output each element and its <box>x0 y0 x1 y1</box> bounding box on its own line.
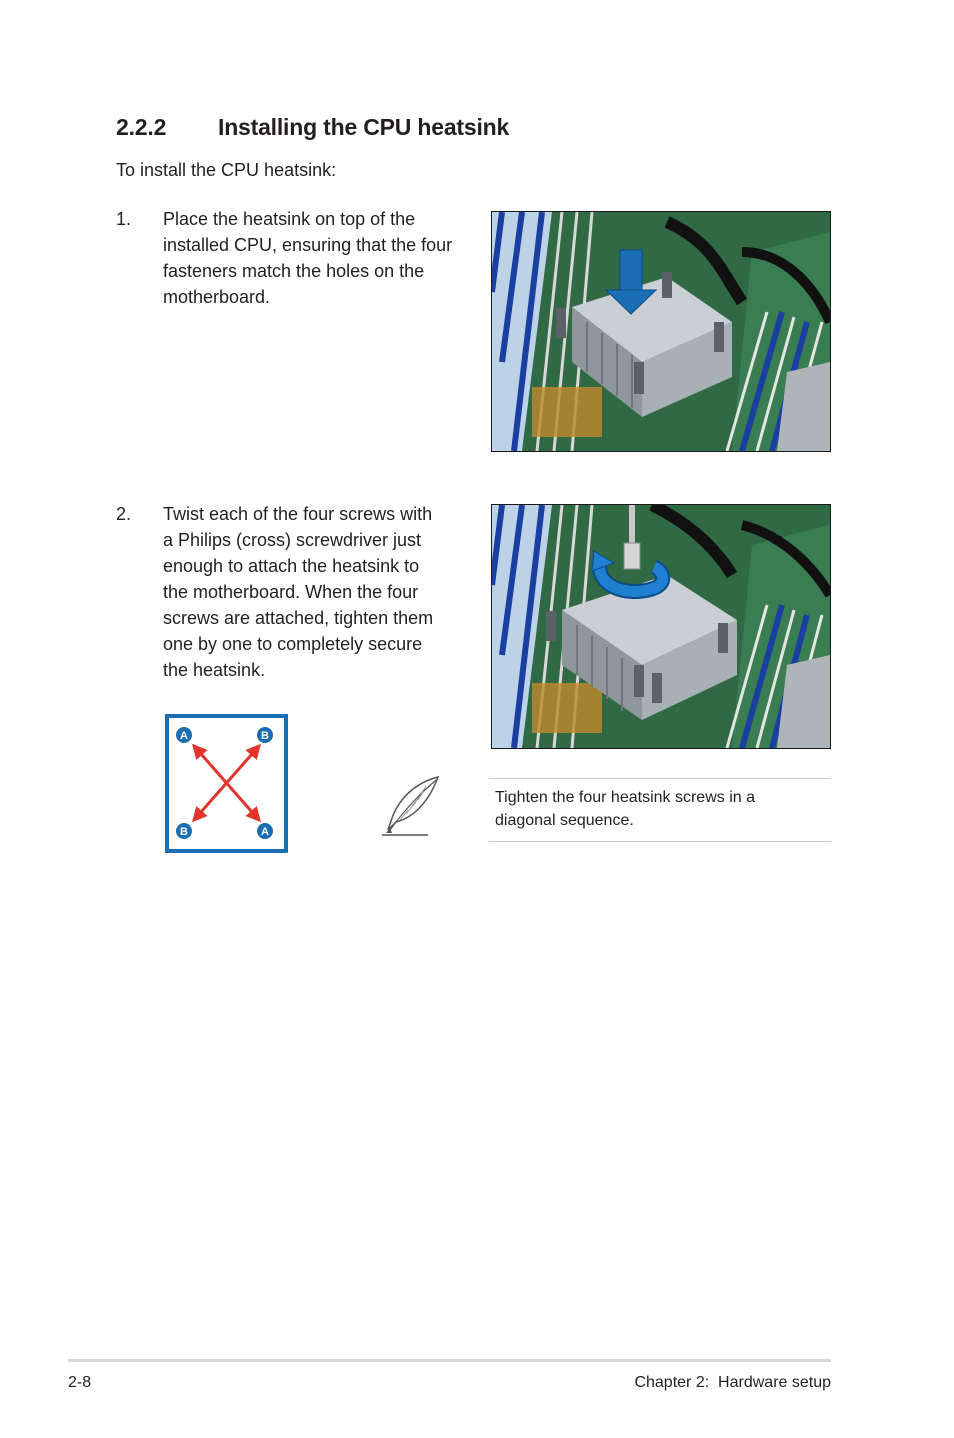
diagram-label-bottom-left: B <box>180 826 188 838</box>
step-line: screws are attached, tighten them <box>163 608 434 628</box>
note-line: Tighten the four heatsink screws in a <box>495 789 755 806</box>
step-text <box>163 206 481 310</box>
section-title: Installing the CPU heatsink <box>218 114 510 140</box>
section-number: 2.2.2 <box>116 114 167 140</box>
section-heading <box>116 114 509 141</box>
note-line: diagonal sequence. <box>495 812 634 829</box>
heatsink-placement-photo <box>491 211 831 452</box>
intro-text: To install the CPU heatsink: <box>116 160 337 180</box>
step-line: fasteners match the holes on the <box>163 261 425 281</box>
step-line: enough to attach the heatsink to <box>163 556 420 576</box>
step-number: 2. <box>116 504 132 524</box>
step-line: a Philips (cross) screwdriver just <box>163 530 422 550</box>
diagram-label-bottom-right: A <box>261 826 269 838</box>
feather-pen-icon <box>378 774 444 838</box>
screwdriver-photo <box>491 504 831 749</box>
note-text <box>495 786 815 832</box>
note-top-rule <box>489 778 831 779</box>
step-text <box>163 501 481 683</box>
footer-rule <box>68 1359 831 1362</box>
step-line: Place the heatsink on top of the <box>163 209 416 229</box>
chapter-title: Chapter 2: Hardware setup <box>634 1374 831 1391</box>
screw-sequence-diagram <box>165 714 288 853</box>
step-number: 1. <box>116 209 132 229</box>
diagram-label-top-left: A <box>180 730 188 742</box>
step-line: the heatsink. <box>163 660 266 680</box>
step-line: the motherboard. When the four <box>163 582 419 602</box>
note-bottom-rule <box>489 841 831 842</box>
step-line: motherboard. <box>163 287 271 307</box>
diagram-label-top-right: B <box>261 730 269 742</box>
step-line: installed CPU, ensuring that the four <box>163 235 453 255</box>
step-line: one by one to completely secure <box>163 634 423 654</box>
page-number: 2-8 <box>68 1374 92 1391</box>
step-line: Twist each of the four screws with <box>163 504 433 524</box>
